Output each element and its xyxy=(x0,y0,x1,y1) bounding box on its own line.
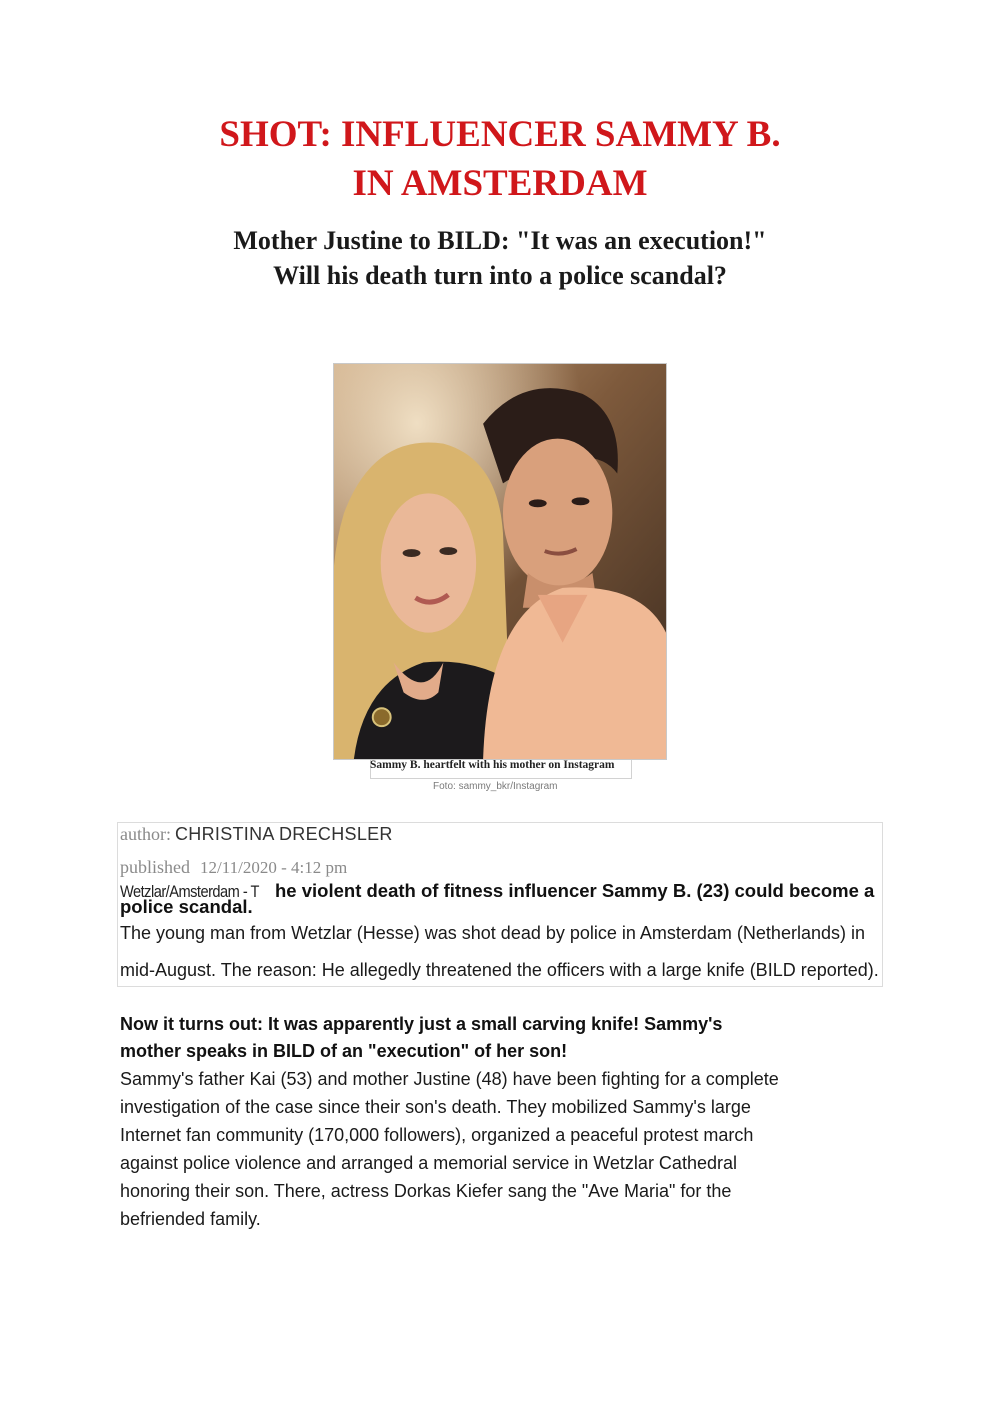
byline-published xyxy=(120,857,347,878)
dateline: Wetzlar/Amsterdam - T xyxy=(120,882,259,901)
lead-text-line-2: mid-August. The reason: He allegedly threatened the officers with a large knife (BILD reported). xyxy=(120,960,879,980)
lead-bold-line-1: he violent death of fitness influencer Sammy B. (23) could become a xyxy=(275,880,875,901)
author-name[interactable]: CHRISTINA DRECHSLER xyxy=(175,824,393,844)
author-label: author: xyxy=(120,824,171,844)
photo-credit: Foto: sammy_bkr/Instagram xyxy=(433,781,558,792)
lead-bold-line-2: police scandal. xyxy=(120,896,253,917)
headline-line-2: IN AMSTERDAM xyxy=(352,163,648,204)
para2-bold-line-1: Now it turns out: It was apparently just a small carving knife! Sammy's xyxy=(120,1014,723,1034)
para2-line-3: Internet fan community (170,000 followers), organized a peaceful protest march xyxy=(120,1125,754,1145)
para2-line-5: honoring their son. There, actress Dorkas Kiefer sang the "Ave Maria" for the xyxy=(120,1181,732,1201)
article-photo xyxy=(333,363,667,760)
subheadline-line-1: Mother Justine to BILD: "It was an execution!" xyxy=(233,226,767,255)
para2-line-1: Sammy's father Kai (53) and mother Justine (48) have been fighting for a complete xyxy=(120,1069,779,1089)
photo-illustration xyxy=(334,364,666,759)
published-date: 12/11/2020 - 4:12 pm xyxy=(200,858,348,877)
headline-line-1: SHOT: INFLUENCER SAMMY B. xyxy=(219,114,781,155)
para2-bold-line-2: mother speaks in BILD of an "execution" of her son! xyxy=(120,1041,568,1061)
byline-author xyxy=(120,824,393,845)
published-label: published xyxy=(120,857,190,877)
para2-line-2: investigation of the case since their son's death. They mobilized Sammy's large xyxy=(120,1097,751,1117)
subheadline-line-2: Will his death turn into a police scandal? xyxy=(273,261,727,290)
lead-text-line-1: The young man from Wetzlar (Hesse) was shot dead by police in Amsterdam (Netherlands) in xyxy=(120,923,865,943)
para2-line-6: befriended family. xyxy=(120,1209,261,1229)
photo-caption: Sammy B. heartfelt with his mother on Instagram xyxy=(370,759,615,771)
para2-line-4: against police violence and arranged a memorial service in Wetzlar Cathedral xyxy=(120,1153,737,1173)
